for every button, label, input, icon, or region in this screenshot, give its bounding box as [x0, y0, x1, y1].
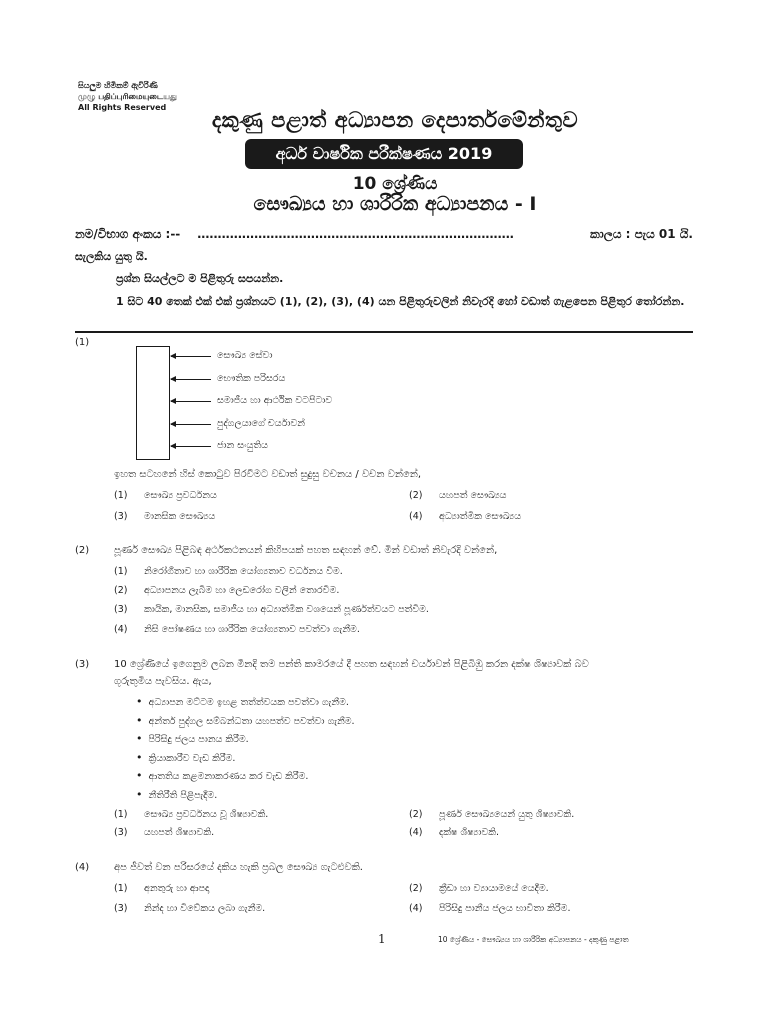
diagram-arrow [171, 379, 211, 380]
diagram-label: පුද්ගලයාගේ චර්යාවන් [217, 418, 305, 429]
option-text: අනතුරු හා ආපදා [144, 883, 210, 894]
option-number: (2) [409, 490, 423, 501]
question-3-option-1 [114, 809, 268, 820]
question-3-bullet: • ආතතිය කළමනාකරණය කර වැඩ කිරීම. [136, 769, 308, 782]
option-number: (2) [114, 585, 128, 596]
option-text: අධ්‍යාත්මික සෞඛ්‍යය [439, 511, 522, 522]
question-1-option-2 [409, 490, 507, 501]
name-dotted-line: .............................................................................. [197, 227, 514, 241]
question-1-option-1 [114, 490, 217, 501]
question-2-option-2 [114, 585, 339, 596]
diagram-label: භෞතික පරිසරය [217, 373, 286, 384]
footer-text: 10 ශ්‍රේණිය - සෞඛ්‍යය හා ශාරීරික අධ්‍යාපනය - දකුණු පළාත [438, 935, 629, 944]
option-number: (3) [114, 903, 128, 914]
question-4-option-1 [114, 883, 209, 894]
question-1-number: (1) [75, 337, 90, 348]
option-text: යහපත් සෞඛ්‍යය [439, 490, 507, 501]
option-number: (3) [114, 604, 128, 615]
option-number: (1) [114, 809, 128, 820]
question-2-option-1 [114, 566, 343, 577]
instruction-line-1: ප්‍රශ්න සියල්ලට ම පිළිතුරු සපයන්න. [116, 272, 284, 285]
option-text: ක්‍රීඩා හා ව්‍යායාමයේ යෙදීම. [439, 883, 549, 894]
option-text: සෞඛ්‍ය ප්‍රවර්ධනය වූ ශිෂ්‍යාවකි. [144, 809, 269, 820]
diagram-arrow [171, 424, 211, 425]
exam-title-banner: අර්ධ වාර්ෂික පරීක්ෂණය 2019 [245, 139, 523, 169]
question-3-bullet: • ක්‍රියාකාරීව වැඩ කිරීම. [136, 751, 235, 764]
diagram-empty-box [136, 346, 170, 460]
diagram-label: සමාජීය හා ආර්ථික වටපිටාව [217, 395, 333, 406]
diagram-arrow [171, 446, 211, 447]
option-number: (1) [114, 490, 128, 501]
option-number: (4) [409, 903, 423, 914]
question-3-bullet: • පිරිසිදු ජලය පානය කිරීම. [136, 732, 249, 745]
question-3-stem-line-2: ගුරුතුමිය පැවසිය. ඇය, [114, 676, 212, 687]
question-2-option-3 [114, 604, 429, 615]
copyright-sinhala: සියලුම හිමිකම් ඇවිරිණි [78, 81, 158, 90]
option-number: (4) [114, 624, 128, 635]
option-text: මානසික සෞඛ්‍යය [144, 511, 216, 522]
instruction-line-2: 1 සිට 40 තෙක් එක් එක් ප්‍රශ්නයට (1), (2), (3), (4) යන පිළිතුරුවලින් නිවැරදි හෝ වඩාත් ගැළපෙන පිළිතුර තෝරන්න. [116, 295, 685, 308]
question-3-option-2 [409, 809, 574, 820]
question-3-bullet: • නීතිරීති පිළිපැදීම. [136, 788, 217, 801]
diagram-arrow [171, 356, 211, 357]
instructions-heading: සැලකිය යුතු යි. [75, 250, 148, 263]
option-number: (3) [114, 511, 128, 522]
option-number: (4) [409, 827, 423, 838]
department-title: දකුණු පළාත් අධ්‍යාපන දෙපාර්තමේන්තුව [211, 108, 579, 132]
option-number: (1) [114, 883, 128, 894]
option-text: අධ්‍යාපනය ලැබීම හා ලෙඩරෝග වලින් තොරවීම. [144, 585, 340, 596]
copyright-tamil: முழு பதிப்புரிமையுடையது [78, 92, 177, 101]
question-1-option-4 [409, 511, 521, 522]
option-text: පිරිසිදු පානීය ජලය භාවිතා කිරීම. [439, 903, 571, 914]
question-4-option-3 [114, 903, 265, 914]
option-text: සෞඛ්‍ය ප්‍රවර්ධනය [144, 490, 217, 501]
option-text: කායික, මානසික, සමාජීය හා අධ්‍යාත්මික වශයෙන් පූර්ණත්වයට පත්වීම. [144, 604, 429, 615]
name-label: නම/විභාග අංකය :-- [75, 227, 181, 241]
time-allowed: කාලය : පැය 01 යි. [590, 227, 693, 241]
question-3-option-4 [409, 827, 499, 838]
option-number: (1) [114, 566, 128, 577]
question-3-stem-line-1: 10 ශ්‍රේණියේ ඉගෙනුම ලබන මීනදි තම පන්ති කාමරයේ දී පහත සඳහන් චර්යාවන් පිළිබිඹු කරන දක්ෂ ශිෂ්‍යාවක් බව [114, 659, 589, 670]
question-4-option-4 [409, 903, 570, 914]
subject-title: සෞඛ්‍යය හා ශාරීරික අධ්‍යාපනය - I [253, 193, 537, 215]
question-2-number: (2) [75, 545, 90, 556]
copyright-english: All Rights Reserved [78, 103, 167, 112]
option-text: දක්ෂ ශිෂ්‍යාවකි. [439, 827, 500, 838]
option-text: නිරෝගීතාව හා ශාරීරික යෝග්‍යතාව වර්ධනය වීම. [144, 566, 343, 577]
option-number: (2) [409, 809, 423, 820]
option-text: පූර්ණ සෞඛ්‍යයෙන් යුතු ශිෂ්‍යාවකි. [439, 809, 575, 820]
option-text: නින්ද හා විවේකය ලබා ගැනීම. [144, 903, 266, 914]
question-4-option-2 [409, 883, 549, 894]
header-divider [75, 331, 693, 333]
question-1-option-3 [114, 511, 215, 522]
question-3-bullet: • අධ්‍යාපන මට්ටම ඉහළ තත්ත්වයක පවත්වා ගැනීම. [136, 695, 349, 708]
question-2-option-4 [114, 624, 360, 635]
diagram-label: ජාන සංයුතිය [217, 440, 268, 451]
question-3-option-3 [114, 827, 214, 838]
option-text: යහපත් ශිෂ්‍යාවකි. [144, 827, 215, 838]
question-3-number: (3) [75, 659, 90, 670]
diagram-arrow [171, 401, 211, 402]
copyright-notice [78, 80, 177, 113]
question-4-stem: අප ජීවත් වන පරිසරයේ දකිය හැකි ප්‍රබල සෞඛ්‍ය ගැටළුවකි. [114, 862, 363, 873]
option-number: (2) [409, 883, 423, 894]
question-4-number: (4) [75, 862, 90, 873]
option-number: (3) [114, 827, 128, 838]
question-3-bullet: • අන්තර් පුද්ගල සම්බන්ධතා යහපත්ව පවත්වා ගැනීම. [136, 714, 355, 727]
question-2-stem: පූර්ණ සෞඛ්‍ය පිළිබඳ අර්ථකථනයන් කිහිපයක් පහත සඳහන් වේ. මින් වඩාත් නිවැරදි වන්නේ, [114, 545, 498, 556]
page-number: 1 [378, 932, 386, 946]
option-number: (4) [409, 511, 423, 522]
diagram-label: සෞඛ්‍ය සේවා [217, 350, 273, 361]
option-text: නිසි පෝෂණය හා ශාරීරික යෝග්‍යතාව පවත්වා ගැනීම. [144, 624, 360, 635]
question-1-stem: ඉහත සටහනේ හිස් කොටුව පිරවීමට වඩාත් සුදුසු වචනය / වචන වන්නේ, [114, 469, 422, 480]
grade-title: 10 ශ්‍රේණිය [352, 174, 438, 194]
